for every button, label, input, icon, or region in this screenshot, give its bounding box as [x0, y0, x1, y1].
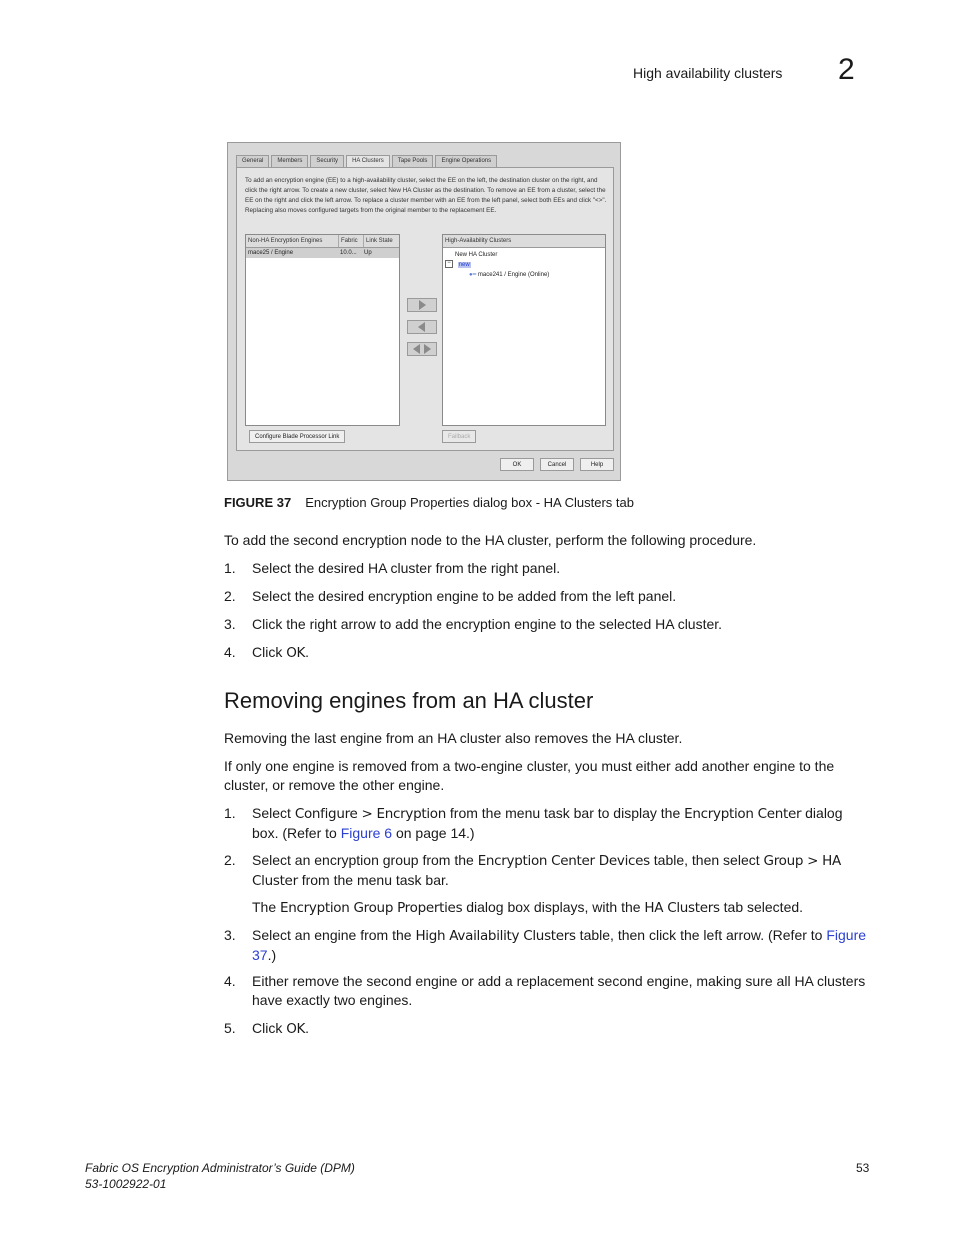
tree-item-selected[interactable]: new: [458, 262, 470, 268]
text: on page 14.): [392, 825, 475, 841]
help-button[interactable]: Help: [580, 458, 614, 471]
step-number: 3.: [224, 616, 236, 632]
failback-button[interactable]: Failback: [442, 430, 476, 443]
cancel-button[interactable]: Cancel: [540, 458, 574, 471]
step-text: Select the desired encryption engine to be added from the left panel.: [252, 588, 677, 604]
paragraph: If only one engine is removed from a two-engine cluster, you must either add another engine to the cluster, or remove the other engine.: [224, 758, 835, 793]
ui-term: Group > HA Cluster: [252, 853, 841, 889]
tab-general[interactable]: General: [236, 155, 269, 167]
non-ha-engines-table: [245, 234, 400, 426]
text: table, then select: [649, 852, 764, 868]
figure-label: FIGURE 37: [224, 495, 292, 510]
ui-term: Configure > Encryption: [294, 806, 447, 822]
step-number: 4.: [224, 973, 236, 989]
text: table, then click the left arrow. (Refer to: [575, 927, 827, 943]
footer-doc-number: 53-1002922-01: [85, 1177, 167, 1191]
tab-members[interactable]: Members: [271, 155, 308, 167]
step-text: [252, 1019, 868, 1039]
page-number: 53: [856, 1161, 870, 1175]
text: dialog box. (Refer to: [252, 805, 843, 841]
column-header: High-Availability Clusters: [445, 238, 512, 244]
configure-blade-processor-link-button[interactable]: Configure Blade Processor Link: [249, 430, 345, 443]
text: Click: [252, 644, 287, 660]
table-cell: 10.0...: [340, 250, 357, 256]
tree-leaf[interactable]: [469, 270, 605, 280]
replace-member-button[interactable]: [407, 342, 437, 356]
table-header: [246, 235, 399, 248]
text: .: [305, 644, 310, 660]
figure-link[interactable]: Figure 37: [252, 927, 867, 963]
text: dialog box displays, with the: [462, 899, 645, 915]
step-number: 5.: [224, 1020, 236, 1036]
step-text: [252, 851, 868, 891]
step-text: [252, 898, 868, 918]
step-text: [252, 926, 868, 965]
tree-item[interactable]: New HA Cluster: [455, 252, 498, 258]
figure-link[interactable]: Figure 6: [340, 825, 393, 841]
ha-clusters-tab-panel: [236, 167, 614, 451]
instructions-text: To add an encryption engine (EE) to a high-availability cluster, select the EE on the left, the destination cluster on the right, and click the right arrow. To create a new cluster, select New HA Cluster as the destination. To remove an EE from a cluster, select the EE on the right and click the left arrow. To replace a cluster member with an EE from the left panel, select both EEs and click "<>". Replacing also moves configured targets from the original member to the replacement EE.: [245, 177, 607, 214]
ui-term: Encryption Group Properties: [280, 900, 463, 916]
paragraph: Removing the last engine from an HA cluster also removes the HA cluster.: [224, 730, 683, 746]
add-to-cluster-button[interactable]: [407, 298, 437, 312]
text: The: [252, 899, 281, 915]
ui-term: OK: [286, 1021, 306, 1037]
ui-term: Encryption Center: [684, 806, 802, 822]
text: Select an engine from the: [252, 927, 416, 943]
figure-caption-text: Encryption Group Properties dialog box - HA Clusters tab: [305, 495, 634, 510]
tab-security[interactable]: Security: [310, 155, 344, 167]
text: Select: [252, 805, 295, 821]
ha-cluster-tree: [443, 248, 605, 280]
tab-ha-clusters[interactable]: HA Clusters: [346, 155, 390, 168]
ui-term: OK: [286, 645, 306, 661]
table-cell: mace25 / Engine: [248, 250, 294, 256]
remove-from-cluster-button[interactable]: [407, 320, 437, 334]
text: Select an encryption group from the: [252, 852, 478, 868]
encryption-group-properties-dialog: [227, 142, 621, 481]
column-header[interactable]: Non-HA Encryption Engines: [246, 235, 339, 247]
column-header[interactable]: Fabric: [339, 235, 364, 247]
step-number: 1.: [224, 805, 236, 821]
intro-paragraph: To add the second encryption node to the HA cluster, perform the following procedure.: [224, 532, 757, 548]
figure-caption: [224, 495, 634, 510]
step-number: 1.: [224, 560, 236, 576]
step-number: 2.: [224, 588, 236, 604]
dialog-tabs: [236, 155, 499, 167]
ui-term: HA Clusters: [644, 900, 720, 916]
text: .): [267, 947, 277, 963]
step-text: Click the right arrow to add the encryption engine to the selected HA cluster.: [252, 616, 723, 632]
tab-tape-pools[interactable]: Tape Pools: [392, 155, 434, 167]
step-text: Select the desired HA cluster from the right panel.: [252, 560, 561, 576]
chapter-number: 2: [838, 53, 855, 86]
collapse-icon[interactable]: −: [445, 260, 453, 268]
column-header[interactable]: Link State: [366, 238, 393, 244]
text: from the menu task bar.: [297, 872, 449, 888]
ui-term: Encryption Center Devices: [477, 853, 650, 869]
step-text: [252, 804, 868, 843]
text: tab selected.: [719, 899, 804, 915]
ui-term: High Availability Clusters: [415, 928, 576, 944]
table-cell: Up: [364, 250, 372, 256]
left-arrow-icon: [417, 322, 427, 332]
swap-arrows-icon: [413, 344, 431, 354]
text: Click: [252, 1020, 287, 1036]
text: .: [305, 1020, 310, 1036]
right-arrow-icon: [417, 300, 427, 310]
tree-node[interactable]: [445, 260, 605, 270]
step-text: Either remove the second engine or add a replacement second engine, making sure all HA clusters have exactly two engines.: [252, 973, 866, 1008]
step-number: 3.: [224, 927, 236, 943]
table-header: [443, 235, 605, 248]
section-heading: Removing engines from an HA cluster: [224, 688, 594, 713]
tree-item: mace241 / Engine (Online): [477, 272, 550, 278]
ha-clusters-tree-panel: [442, 234, 606, 426]
step-number: 4.: [224, 644, 236, 660]
step-number: 2.: [224, 852, 236, 868]
step-text: [252, 643, 868, 663]
footer-book-title: Fabric OS Encryption Administrator’s Guide (DPM): [85, 1161, 355, 1175]
tab-engine-operations[interactable]: Engine Operations: [435, 155, 497, 167]
table-row[interactable]: [246, 248, 399, 258]
running-header-title: High availability clusters: [633, 65, 783, 81]
engine-icon: ●━: [469, 272, 477, 278]
ok-button[interactable]: OK: [500, 458, 534, 471]
text: from the menu task bar to display the: [446, 805, 685, 821]
